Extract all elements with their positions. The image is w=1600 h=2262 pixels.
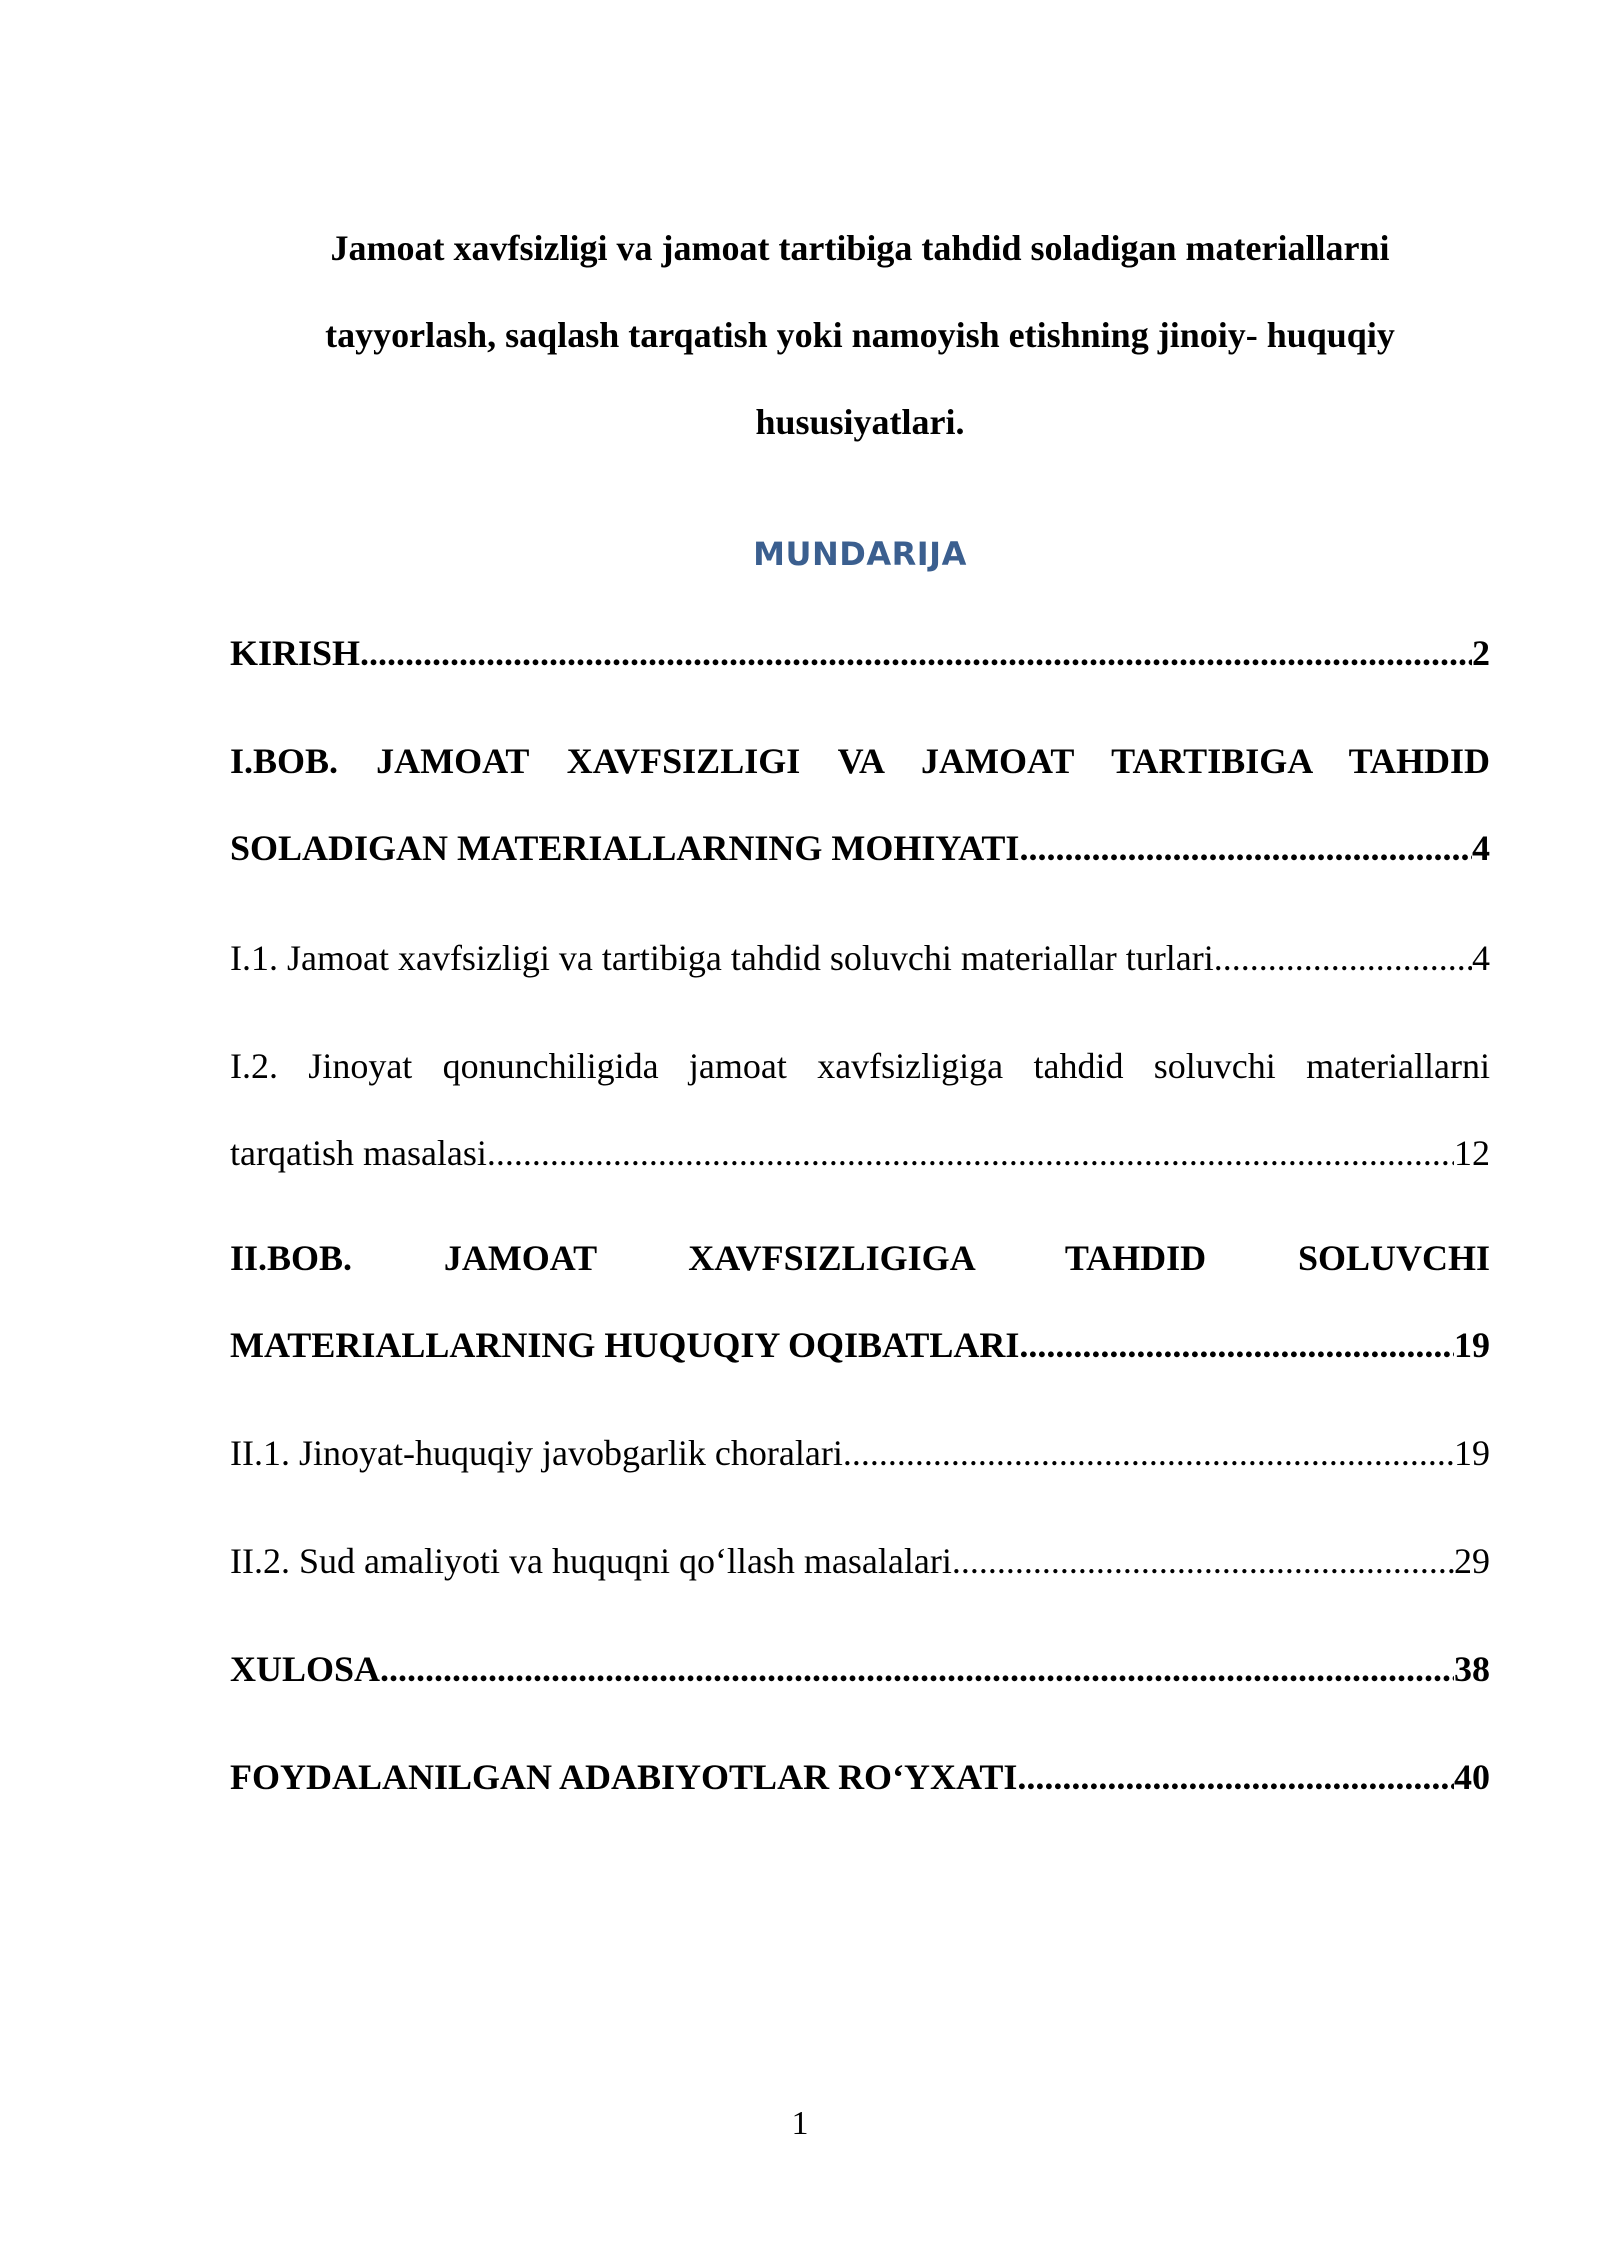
toc-entry-page: 4: [1472, 828, 1490, 868]
title-line-3: hususiyatlari.: [755, 402, 965, 442]
toc-entry-page: 12: [1454, 1133, 1490, 1173]
toc-entry-text: II.1. Jinoyat-huquqiy javobgarlik choralari: [230, 1433, 843, 1473]
title-line-2: tayyorlash, saqlash tarqatish yoki namoyish etishning jinoiy- huquqiy: [325, 315, 1395, 355]
toc-entry-line1: I.2. Jinoyat qonunchiligida jamoat xavfsizligiga tahdid soluvchi materiallarni: [230, 1046, 1490, 1086]
toc-entry-section-2-1[interactable]: [230, 1410, 1490, 1497]
toc-leader-dots: [843, 1410, 1454, 1497]
toc-entry-text: tarqatish masalasi: [230, 1133, 487, 1173]
toc-entry-chapter-1[interactable]: [230, 718, 1490, 892]
document-title: [230, 205, 1490, 466]
toc-entry-references[interactable]: [230, 1734, 1490, 1821]
toc-leader-dots: [380, 1626, 1454, 1713]
toc-entry-page: 40: [1454, 1757, 1490, 1797]
toc-entry-line1: I.BOB. JAMOAT XAVFSIZLIGI VA JAMOAT TARTIBIGA TAHDID: [230, 741, 1490, 781]
toc-entry-page: 4: [1472, 938, 1490, 978]
toc-leader-dots: [487, 1110, 1454, 1197]
toc-entry-text: SOLADIGAN MATERIALLARNING MOHIYATI: [230, 828, 1020, 868]
title-line-1: Jamoat xavfsizligi va jamoat tartibiga tahdid soladigan materiallarni: [330, 228, 1390, 268]
toc-heading: MUNDARIJA: [753, 535, 967, 573]
toc-entry-text: II.2. Sud amaliyoti va huquqni qo‘llash masalalari: [230, 1541, 952, 1581]
toc-entry-line1: II.BOB. JAMOAT XAVFSIZLIGIGA TAHDID SOLUVCHI: [230, 1238, 1490, 1278]
toc-leader-dots: [1019, 805, 1472, 892]
toc-leader-dots: [1019, 1302, 1454, 1389]
toc-entry-page: 38: [1454, 1649, 1490, 1689]
toc-entry-page: 19: [1454, 1325, 1490, 1365]
toc-entry-text: FOYDALANILGAN ADABIYOTLAR RO‘YXATI: [230, 1757, 1018, 1797]
toc-entry-section-1-1[interactable]: [230, 915, 1490, 1002]
toc-leader-dots: [360, 610, 1472, 697]
toc-entry-text: I.1. Jamoat xavfsizligi va tartibiga tahdid soluvchi materiallar turlari: [230, 938, 1214, 978]
toc-entry-text: MATERIALLARNING HUQUQIY OQIBATLARI: [230, 1325, 1020, 1365]
toc-entry-kirish[interactable]: [230, 610, 1490, 697]
page-number: 1: [791, 2105, 809, 2142]
toc-leader-dots: [1214, 915, 1472, 1002]
toc-entry-text: XULOSA: [230, 1649, 381, 1689]
toc-leader-dots: [1017, 1734, 1454, 1821]
toc-entry-section-1-2[interactable]: [230, 1023, 1490, 1197]
toc-entry-section-2-2[interactable]: [230, 1518, 1490, 1605]
toc-entry-text: KIRISH: [230, 633, 361, 673]
toc-leader-dots: [952, 1518, 1454, 1605]
toc-entry-page: 29: [1454, 1541, 1490, 1581]
toc-entry-page: 19: [1454, 1433, 1490, 1473]
toc-entry-chapter-2[interactable]: [230, 1215, 1490, 1389]
toc-entry-page: 2: [1472, 633, 1490, 673]
toc-entry-xulosa[interactable]: [230, 1626, 1490, 1713]
